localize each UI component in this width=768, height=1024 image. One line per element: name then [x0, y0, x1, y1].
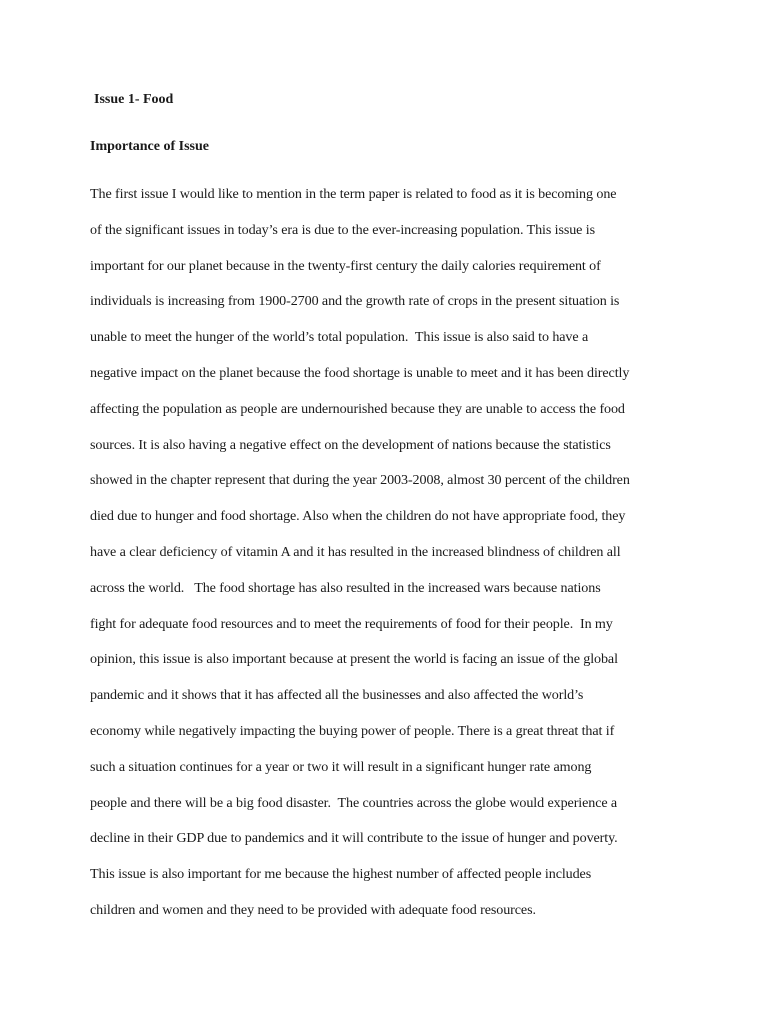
- paragraph-line: sources. It is also having a negative effect on the development of nations because the statistics: [90, 436, 611, 453]
- issue-title: Issue 1- Food: [94, 92, 174, 107]
- paragraph-line: economy while negatively impacting the buying power of people. There is a great threat that if: [90, 722, 615, 739]
- paragraph-line: This issue is also important for me because the highest number of affected people includes: [90, 866, 592, 883]
- paragraph-line: negative impact on the planet because the food shortage is unable to meet and it has been directly: [90, 364, 630, 381]
- paragraph-line: such a situation continues for a year or two it will result in a significant hunger rate among: [90, 758, 592, 775]
- body-paragraph: [90, 183, 690, 935]
- paragraph-line: died due to hunger and food shortage. Also when the children do not have appropriate food, they: [90, 508, 626, 525]
- paragraph-line: pandemic and it shows that it has affected all the businesses and also affected the world’s: [90, 687, 584, 704]
- paragraph-line: of the significant issues in today’s era is due to the ever-increasing population. This issue is: [90, 221, 595, 238]
- paragraph-line: decline in their GDP due to pandemics and it will contribute to the issue of hunger and poverty.: [90, 830, 618, 847]
- section-heading: Importance of Issue: [90, 139, 209, 154]
- paragraph-line: children and women and they need to be provided with adequate food resources.: [90, 901, 536, 918]
- paragraph-line: fight for adequate food resources and to meet the requirements of food for their people. In my: [90, 615, 613, 632]
- paragraph-line: across the world. The food shortage has also resulted in the increased wars because nations: [90, 579, 601, 596]
- paragraph-line: showed in the chapter represent that during the year 2003-2008, almost 30 percent of the children: [90, 472, 630, 489]
- paragraph-line: The first issue I would like to mention in the term paper is related to food as it is becoming one: [90, 186, 617, 202]
- paragraph-line: opinion, this issue is also important because at present the world is facing an issue of the global: [90, 651, 618, 668]
- paragraph-line: individuals is increasing from 1900-2700 and the growth rate of crops in the present situation is: [90, 293, 620, 310]
- paragraph-line: have a clear deficiency of vitamin A and it has resulted in the increased blindness of children all: [90, 543, 621, 560]
- paragraph-line: unable to meet the hunger of the world’s total population. This issue is also said to have a: [90, 329, 589, 346]
- paragraph-line: people and there will be a big food disaster. The countries across the globe would experience a: [90, 794, 618, 811]
- paragraph-line: affecting the population as people are undernourished because they are unable to access the food: [90, 400, 625, 417]
- paragraph-line: important for our planet because in the twenty-first century the daily calories requirement of: [90, 257, 601, 274]
